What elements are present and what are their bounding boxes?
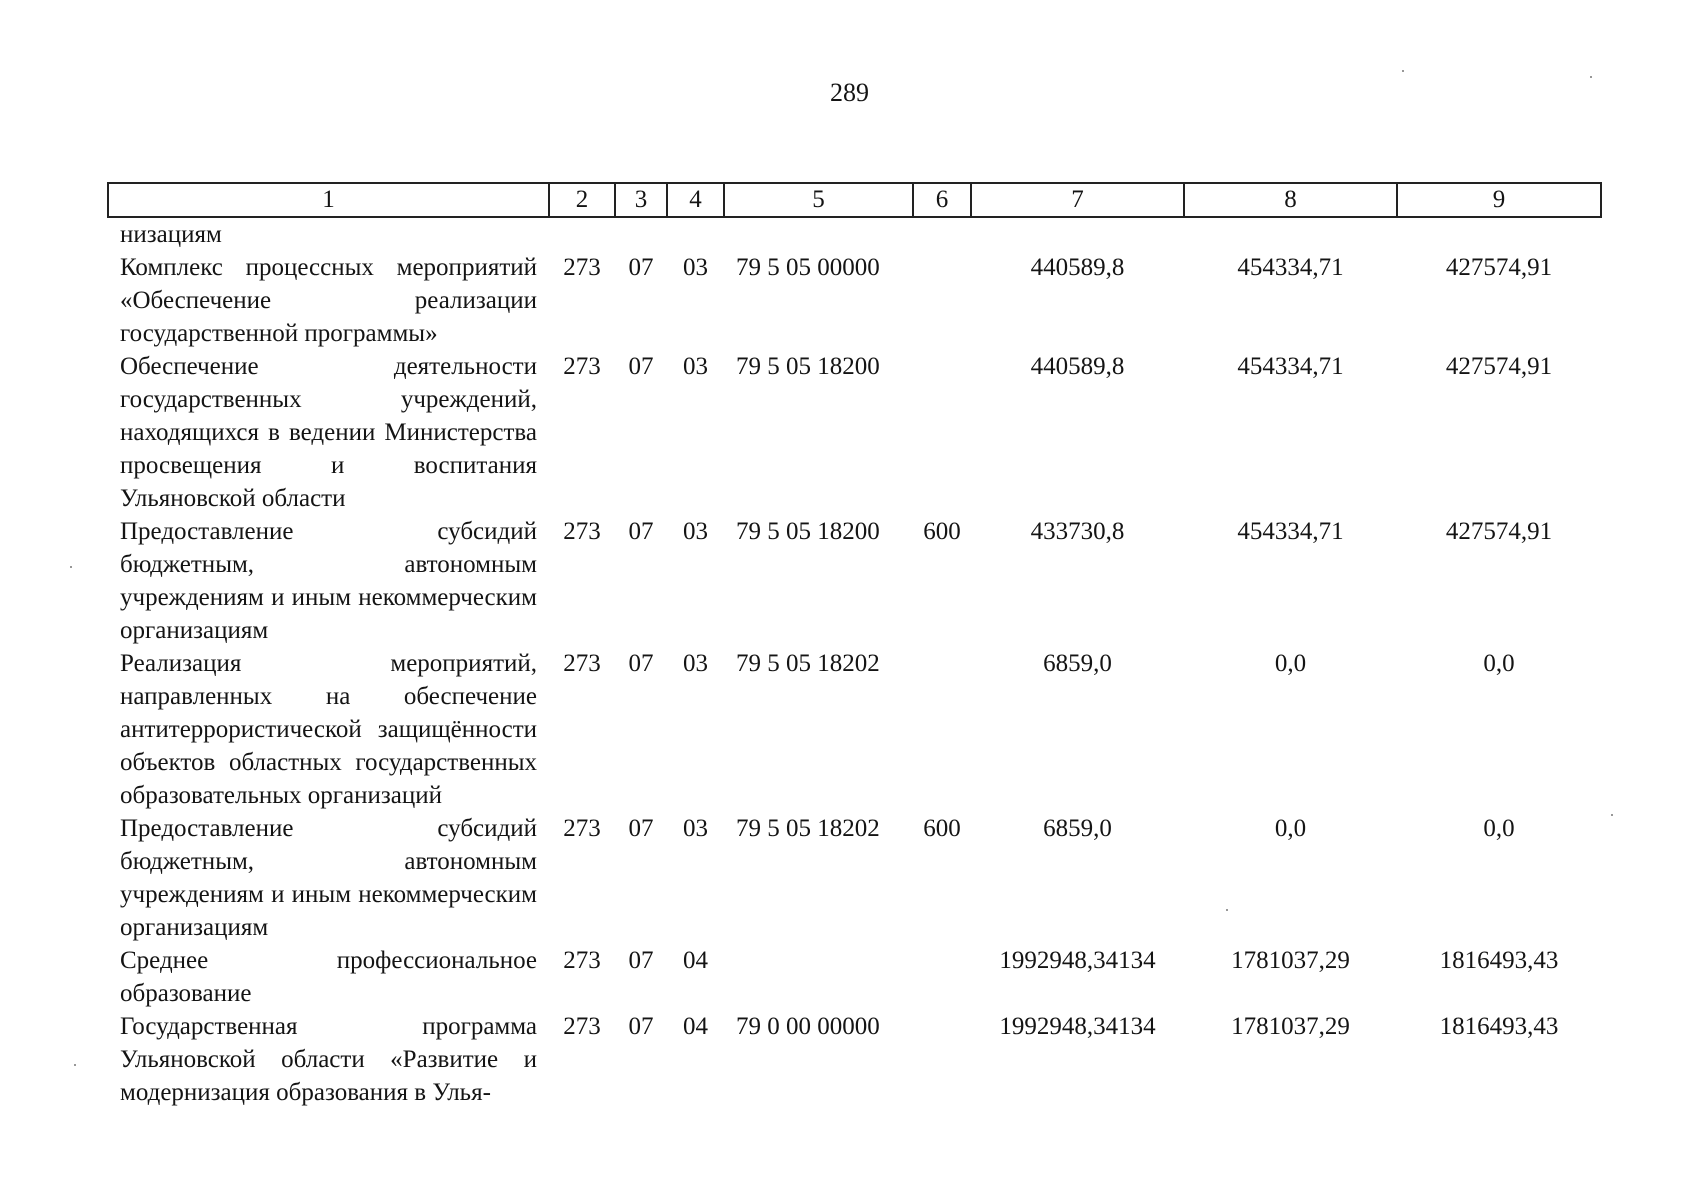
cell-col-9: 1816493,43	[1439, 1013, 1559, 1040]
cell-col-2: 273	[563, 815, 601, 842]
cell-col-8: 454334,71	[1237, 254, 1344, 281]
cell-col-8: 454334,71	[1237, 353, 1344, 380]
cell-col-4: 04	[683, 1013, 708, 1040]
row-name: Реализация мероприятий, направленных на обеспечение антитеррористической защищённости объектов областных государственных образовательных организаций	[120, 650, 537, 809]
cell-col-3: 07	[628, 650, 654, 677]
cell-col-6	[913, 944, 971, 1010]
cell-col-8: 0,0	[1274, 815, 1307, 842]
cell-col-8: 1781037,29	[1231, 1013, 1350, 1040]
row-name: Комплекс процессных мероприятий «Обеспечение реализации государственной программы»	[120, 254, 537, 347]
budget-table	[107, 182, 1602, 1109]
cell-col-6: 600	[923, 815, 961, 842]
cell-col-2: 273	[563, 947, 601, 974]
cell-col-9	[1397, 217, 1601, 251]
row-name: Среднее профессиональное образование	[120, 947, 537, 1007]
cell-col-4	[667, 217, 724, 251]
header-col-9: 9	[1397, 183, 1601, 217]
header-col-1: 1	[108, 183, 549, 217]
header-col-5: 5	[724, 183, 913, 217]
scan-speck	[1611, 814, 1613, 816]
scan-speck	[1590, 76, 1592, 78]
cell-col-7	[971, 217, 1184, 251]
cell-col-2: 273	[563, 650, 601, 677]
table-row	[108, 944, 1601, 1010]
header-col-8: 8	[1184, 183, 1397, 217]
table-row	[108, 217, 1601, 251]
cell-col-9: 0,0	[1483, 815, 1515, 842]
header-col-2: 2	[549, 183, 615, 217]
cell-col-3: 07	[628, 353, 654, 380]
cell-col-6	[913, 350, 971, 515]
row-name: Предоставление субсидий бюджетным, автономным учреждениям и иным некоммерческим организациям	[120, 815, 537, 941]
header-col-4: 4	[667, 183, 724, 217]
cell-col-5: 79 5 05 18200	[736, 353, 880, 380]
cell-col-8: 1781037,29	[1231, 947, 1350, 974]
cell-col-7: 1992948,34134	[999, 947, 1156, 974]
header-row	[108, 183, 1601, 217]
cell-col-9: 427574,91	[1445, 518, 1553, 545]
cell-col-2: 273	[563, 254, 601, 281]
table-row	[108, 350, 1601, 515]
cell-col-3	[615, 217, 667, 251]
cell-col-8: 454334,71	[1237, 518, 1344, 545]
cell-col-3: 07	[628, 1013, 654, 1040]
table-body	[108, 217, 1601, 1109]
cell-col-3: 07	[628, 947, 654, 974]
cell-col-2	[549, 217, 615, 251]
cell-col-4: 03	[683, 353, 708, 380]
cell-col-4: 03	[683, 815, 708, 842]
row-name: Государственная программа Ульяновской области «Развитие и модернизация образования в Улья-	[120, 1013, 537, 1106]
table-row	[108, 251, 1601, 350]
row-name: Обеспечение деятельности государственных учреждений, находящихся в ведении Министерства просвещения и воспитания Ульяновской области	[120, 353, 537, 512]
cell-col-6: 600	[923, 518, 961, 545]
table-row	[108, 812, 1601, 944]
scan-speck	[1402, 70, 1404, 72]
cell-col-7: 6859,0	[1043, 650, 1112, 677]
cell-col-4: 03	[683, 518, 708, 545]
cell-col-6	[913, 251, 971, 350]
header-col-7: 7	[971, 183, 1184, 217]
cell-col-9: 427574,91	[1445, 254, 1553, 281]
header-col-6: 6	[913, 183, 971, 217]
cell-col-7: 440589,8	[1030, 254, 1125, 281]
cell-col-7: 433730,8	[1030, 518, 1125, 545]
cell-col-8: 0,0	[1274, 650, 1307, 677]
cell-col-2: 273	[563, 353, 601, 380]
cell-col-3: 07	[628, 518, 654, 545]
cell-col-5: 79 5 05 18200	[736, 518, 880, 545]
cell-col-5: 79 5 05 18202	[736, 650, 880, 677]
cell-col-3: 07	[628, 254, 654, 281]
cell-col-9: 427574,91	[1445, 353, 1553, 380]
cell-col-3: 07	[628, 815, 654, 842]
cell-col-6	[913, 1010, 971, 1109]
cell-col-4: 03	[683, 650, 708, 677]
cell-col-6	[913, 217, 971, 251]
cell-col-7: 6859,0	[1043, 815, 1112, 842]
row-name: низациям	[120, 221, 222, 248]
cell-col-9: 0,0	[1483, 650, 1515, 677]
cell-col-7: 440589,8	[1030, 353, 1125, 380]
scan-speck	[1226, 909, 1228, 911]
table-row	[108, 1010, 1601, 1109]
cell-col-4: 03	[683, 254, 708, 281]
cell-col-9: 1816493,43	[1439, 947, 1559, 974]
cell-col-5	[724, 944, 913, 1010]
cell-col-2: 273	[563, 1013, 601, 1040]
scan-speck	[70, 566, 72, 568]
cell-col-5: 79 5 05 00000	[736, 254, 880, 281]
header-col-3: 3	[615, 183, 667, 217]
page-number: 289	[830, 78, 869, 107]
table-header	[108, 183, 1601, 217]
row-name: Предоставление субсидий бюджетным, автономным учреждениям и иным некоммерческим организациям	[120, 518, 537, 644]
scan-speck	[74, 1064, 76, 1066]
cell-col-5	[724, 217, 913, 251]
cell-col-7: 1992948,34134	[999, 1013, 1156, 1040]
cell-col-4: 04	[683, 947, 708, 974]
table-row	[108, 647, 1601, 812]
cell-col-5: 79 0 00 00000	[736, 1013, 880, 1040]
cell-col-8	[1184, 217, 1397, 251]
cell-col-5: 79 5 05 18202	[736, 815, 880, 842]
cell-col-6	[913, 647, 971, 812]
table-row	[108, 515, 1601, 647]
cell-col-2: 273	[563, 518, 601, 545]
